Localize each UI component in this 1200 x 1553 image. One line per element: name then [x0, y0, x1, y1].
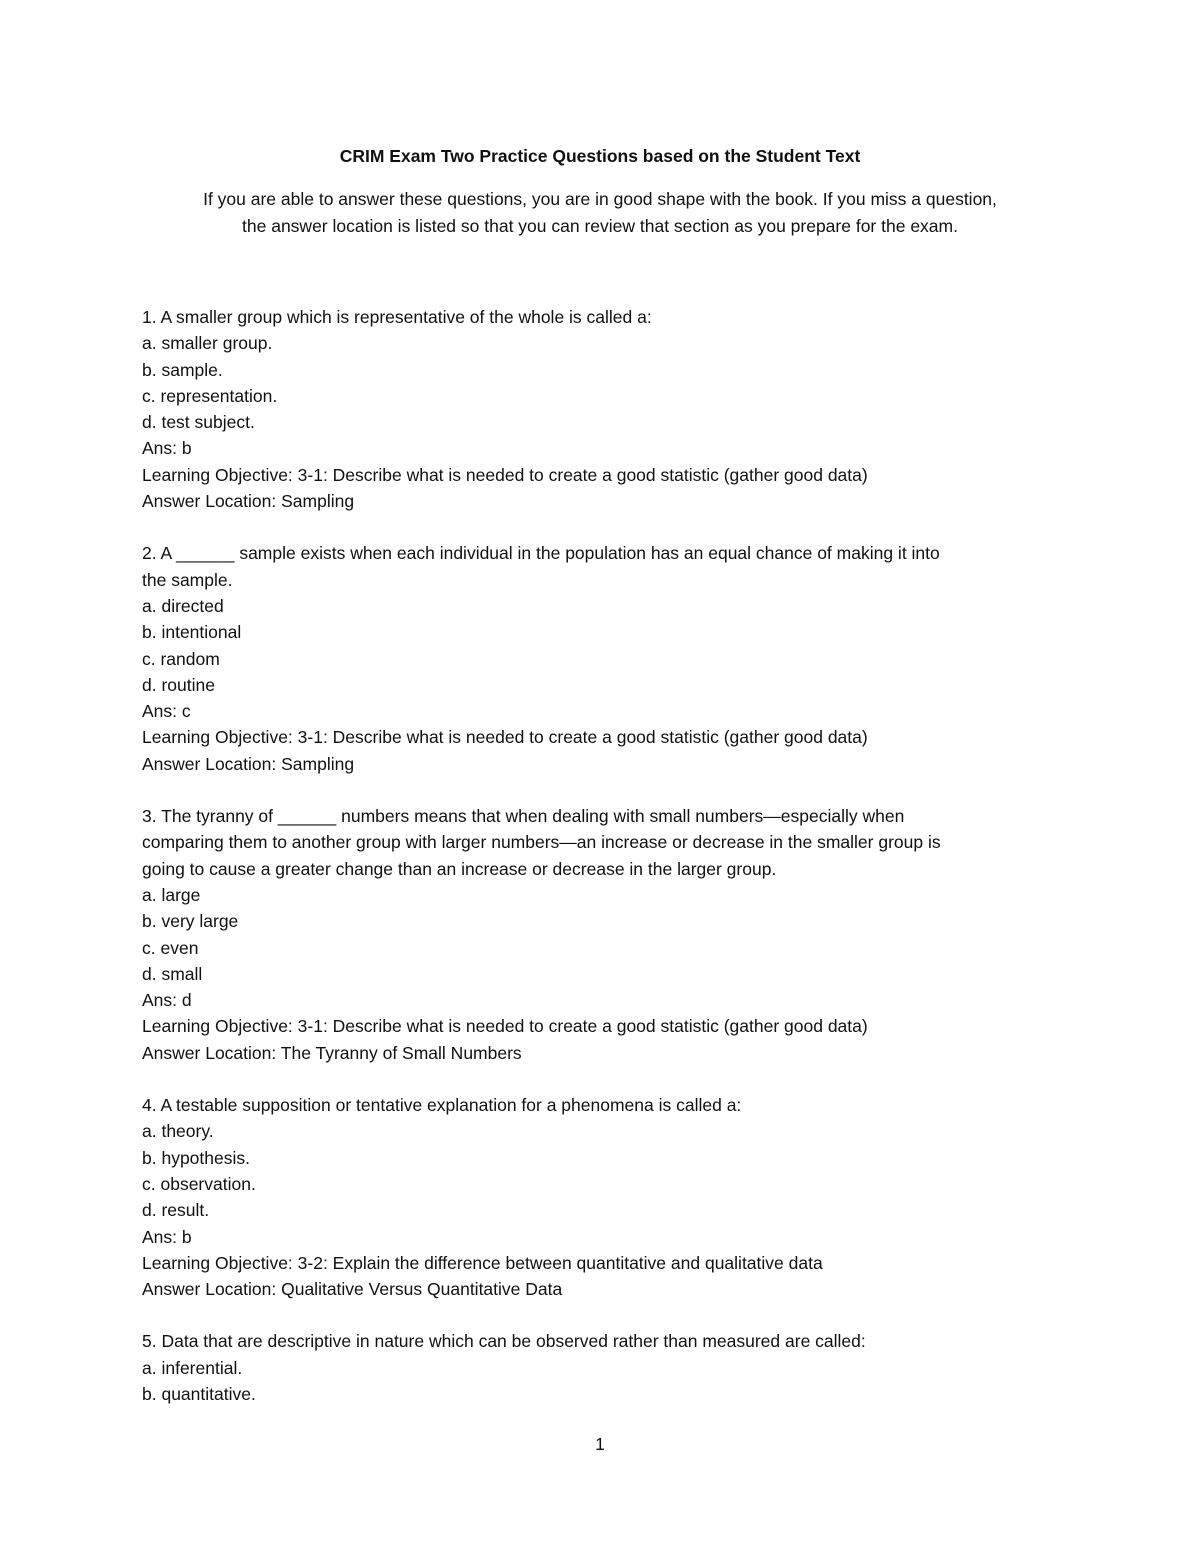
- answer-option: a. theory.: [142, 1121, 214, 1142]
- question-item: [142, 1092, 1062, 1302]
- intro-line: If you are able to answer these questions, you are in good shape with the book. If you miss a question,: [203, 189, 997, 209]
- answer-option: c. observation.: [142, 1173, 256, 1194]
- answer-option: b. very large: [142, 911, 239, 932]
- answer-option: a. large: [142, 884, 201, 905]
- answer-option: c. random: [142, 648, 220, 669]
- learning-objective: Learning Objective: 3-1: Describe what is needed to create a good statistic (gather good data): [142, 1016, 868, 1037]
- answer-option: c. even: [142, 937, 199, 958]
- answer-option: d. routine: [142, 674, 215, 695]
- question-stem: [142, 304, 1062, 330]
- learning-objective: Learning Objective: 3-1: Describe what is needed to create a good statistic (gather good data): [142, 727, 868, 748]
- question-stem-line: the sample.: [142, 569, 233, 590]
- question-stem: [142, 1092, 1062, 1118]
- intro-line: the answer location is listed so that you can review that section as you prepare for the exam.: [242, 216, 958, 236]
- answer-option: c. representation.: [142, 385, 278, 406]
- answer-option: b. quantitative.: [142, 1383, 256, 1404]
- question-stem-line: 1. A smaller group which is representative of the whole is called a:: [142, 307, 652, 327]
- answer-option: b. intentional: [142, 622, 242, 643]
- learning-objective: Learning Objective: 3-2: Explain the difference between quantitative and qualitative data: [142, 1252, 823, 1273]
- answer-option: b. sample.: [142, 359, 223, 380]
- question-stem: [142, 1328, 1062, 1354]
- question-stem-line: 5. Data that are descriptive in nature which can be observed rather than measured are called:: [142, 1331, 866, 1352]
- question-item: [142, 1328, 1062, 1407]
- question-stem-line: comparing them to another group with larger numbers—an increase or decrease in the smaller group is: [142, 832, 941, 853]
- question-stem: [142, 540, 1062, 593]
- document-header: [0, 141, 1200, 240]
- answer-location: Answer Location: The Tyranny of Small Numbers: [142, 1042, 522, 1063]
- learning-objective: Learning Objective: 3-1: Describe what is needed to create a good statistic (gather good data): [142, 464, 868, 485]
- answer-option: d. small: [142, 963, 203, 984]
- answer-location: Answer Location: Sampling: [142, 491, 355, 512]
- page-number: 1: [595, 1434, 605, 1454]
- question-item: [142, 803, 1062, 1066]
- question-item: [142, 304, 1062, 514]
- answer-option: d. result.: [142, 1200, 210, 1221]
- answer-location: Answer Location: Qualitative Versus Quantitative Data: [142, 1279, 563, 1300]
- correct-answer: Ans: b: [142, 1226, 192, 1247]
- question-list: [142, 304, 1062, 1433]
- question-stem-line: 2. A ______ sample exists when each individual in the population has an equal chance of making it into: [142, 543, 940, 564]
- answer-option: d. test subject.: [142, 412, 255, 433]
- question-item: [142, 540, 1062, 777]
- document-intro: [0, 186, 1200, 240]
- answer-location: Answer Location: Sampling: [142, 753, 355, 774]
- document-title: CRIM Exam Two Practice Questions based on the Student Text: [339, 146, 861, 166]
- question-stem-line: 4. A testable supposition or tentative explanation for a phenomena is called a:: [142, 1095, 742, 1116]
- correct-answer: Ans: b: [142, 438, 192, 459]
- question-stem-line: 3. The tyranny of ______ numbers means that when dealing with small numbers—especially when: [142, 806, 905, 827]
- correct-answer: Ans: d: [142, 990, 192, 1011]
- answer-option: b. hypothesis.: [142, 1147, 250, 1168]
- question-stem-line: going to cause a greater change than an increase or decrease in the larger group.: [142, 858, 777, 879]
- answer-option: a. directed: [142, 595, 224, 616]
- question-stem: [142, 803, 1062, 882]
- correct-answer: Ans: c: [142, 701, 191, 722]
- answer-option: a. smaller group.: [142, 333, 273, 354]
- answer-option: a. inferential.: [142, 1357, 243, 1378]
